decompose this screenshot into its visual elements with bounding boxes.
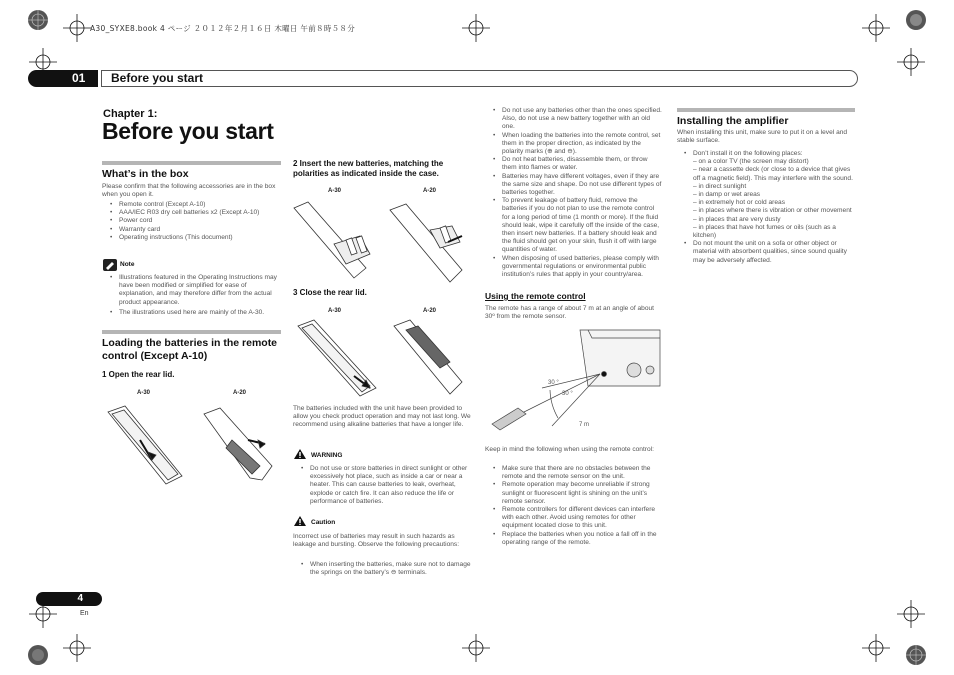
distance-label: 7 m	[579, 422, 590, 428]
list-item: • Remote control (Except A-10)	[110, 201, 282, 209]
warning-label: WARNING	[311, 452, 343, 459]
loading-heading: Loading the batteries in the remote control (Except A-10)	[102, 337, 278, 362]
angle-label: 30 °	[562, 391, 573, 397]
crosshair-mark	[63, 634, 91, 662]
model-label-a20: A-20	[233, 390, 247, 396]
list-item: • Do not heat batteries, disassemble them, or throw them into flames or water.	[493, 156, 663, 172]
crosshair-mark	[897, 48, 925, 76]
sub-item: – on a color TV (the screen may distort)	[693, 158, 809, 166]
remote-heading: Using the remote control	[485, 291, 586, 301]
model-label-a30: A-30	[137, 390, 151, 396]
list-item: • AAA/IEC R03 dry cell batteries x2 (Except A-10)	[110, 209, 282, 217]
model-label-a30: A-30	[328, 308, 342, 314]
list-item: • When disposing of used batteries, please comply with governmental regulations or environmental public institution’s rules that apply in your country/area.	[493, 255, 663, 280]
remote-range-diagram	[484, 326, 664, 436]
caution-label: Caution	[311, 519, 336, 526]
list-item: • Do not use any batteries other than the ones specified. Also, do not use a new battery together with an old one.	[493, 107, 663, 132]
insert-batteries-illustration	[290, 196, 480, 288]
list-item-text: Don’t install it on the following places:	[693, 150, 803, 157]
list-item: • When loading the batteries into the remote control, set them in the proper direction, as indicated by the polarity marks (⊕ and ⊖).	[493, 132, 663, 157]
section-rule	[102, 330, 281, 334]
section-rule	[677, 108, 855, 112]
model-label-a20: A-20	[423, 188, 437, 194]
list-item: • Illustrations featured in the Operating Instructions may have been modified or simplified for ease of explanation, and may therefore differ from the actual product appearance.	[110, 274, 282, 307]
list-item: • Do not mount the unit on a sofa or other object or material with absorbent qualities, since sound quality may be adversely affected.	[684, 240, 856, 265]
remote-tips-list	[493, 465, 663, 547]
sub-item: – in places that are very dusty	[693, 215, 781, 223]
list-item: • Do not use or store batteries in direct sunlight or other excessively hot place, such as inside a car or near a heater. This can cause batteries to leak, overheat, explode or catch fire. It can also reduce the life or performance of batteries.	[301, 465, 473, 506]
corner-target-mark	[28, 645, 48, 665]
close-lid-illustration	[290, 316, 480, 400]
section-number: 01	[28, 70, 98, 87]
corner-target-mark	[906, 10, 926, 30]
whats-in-box-intro: Please confirm that the following accessories are in the box when you open it.	[102, 183, 276, 199]
list-item: • Remote controllers for different devices can interfere with each other. Avoid using remotes for other equipment located close to this unit.	[493, 506, 663, 531]
step-3: 3 Close the rear lid.	[293, 288, 367, 297]
list-item: • Batteries may have different voltages, even if they are the same size and shape. Do not use different types of batteries together.	[493, 173, 663, 198]
precautions-list	[493, 107, 663, 279]
section-title: Before you start	[101, 70, 858, 87]
list-item: • Replace the batteries when you notice a fall off in the operating range of the remote.	[493, 531, 663, 547]
whats-in-box-heading: What’s in the box	[102, 168, 189, 180]
step-1: 1 Open the rear lid.	[102, 370, 175, 379]
keep-in-mind-text: Keep in mind the following when using the remote control:	[485, 446, 654, 453]
sub-item: – in places that have hot fumes or oils (such as a kitchen)	[693, 223, 836, 240]
installing-heading: Installing the amplifier	[677, 115, 789, 127]
list-item: • When inserting the batteries, make sure not to damage the springs on the battery’s ⊖ terminals.	[301, 561, 473, 577]
language-label: En	[80, 610, 89, 617]
crosshair-mark	[63, 14, 91, 42]
list-item: • Power cord	[110, 217, 282, 225]
step-2: 2 Insert the new batteries, matching the polarities as indicated inside the case.	[293, 159, 444, 178]
crosshair-mark	[862, 14, 890, 42]
accessories-list	[110, 201, 282, 242]
model-label-a20: A-20	[423, 308, 437, 314]
caution-text: Incorrect use of batteries may result in such hazards as leakage and bursting. Observe the following precautions:	[293, 533, 460, 549]
list-item: • To prevent leakage of battery fluid, remove the batteries if you do not plan to use the remote control for a long period of time (1 month or more). If the fluid should leak, wipe it carefully off the inside of the case, then insert new batteries. If a battery should leak and the fluid should get on your skin, flush it off with large quantities of water.	[493, 197, 663, 254]
crosshair-mark	[462, 634, 490, 662]
list-item: • Remote operation may become unreliable if strong sunlight or fluorescent light is shining on the unit’s remote sensor.	[493, 481, 663, 506]
crosshair-mark	[897, 600, 925, 628]
list-item: • Operating instructions (This document)	[110, 234, 282, 242]
open-lid-illustration	[100, 400, 290, 490]
sub-item: – near a cassette deck (or close to a device that gives off a magnetic field). This may interfere with the sound.	[693, 166, 853, 182]
sub-item: – in extremely hot or cold areas	[693, 199, 785, 207]
corner-target-mark	[906, 645, 926, 665]
chapter-label: Chapter 1:	[103, 108, 158, 120]
page-number: 4	[36, 592, 102, 606]
warning-list	[301, 465, 473, 506]
crosshair-mark	[862, 634, 890, 662]
section-rule	[102, 161, 281, 165]
file-header: A30_SYXE8.book 4 ページ ２０１２年２月１６日 木曜日 午前８時５８分	[90, 24, 356, 33]
list-item: • Make sure that there are no obstacles between the remote and the remote sensor on the unit.	[493, 465, 663, 481]
sub-item: – in direct sunlight	[693, 182, 747, 190]
note-icon	[102, 258, 118, 272]
remote-range-text: The remote has a range of about 7 m at an angle of about 30º from the remote sensor.	[485, 305, 654, 321]
caution-icon	[293, 515, 307, 527]
installing-list	[684, 150, 856, 265]
note-list	[110, 274, 282, 317]
list-item	[684, 150, 856, 240]
angle-label: 30 °	[548, 380, 559, 386]
warning-icon	[293, 448, 307, 460]
list-item: • The illustrations used here are mainly of the A-30.	[110, 309, 282, 317]
sub-item: – in damp or wet areas	[693, 191, 761, 199]
corner-target-mark	[28, 10, 48, 30]
crosshair-mark	[462, 14, 490, 42]
model-label-a30: A-30	[328, 188, 342, 194]
installing-intro: When installing this unit, make sure to put it on a level and stable surface.	[677, 129, 848, 145]
caution-list	[301, 561, 473, 577]
sub-item: – in places where there is vibration or other movement	[693, 207, 852, 215]
list-item: • Warranty card	[110, 226, 282, 234]
batteries-note: The batteries included with the unit have been provided to allow you check product operation and may not last long. We recommend using alkaline batteries that have a longer life.	[293, 405, 471, 429]
page-title: Before you start	[102, 118, 274, 144]
note-label: Note	[120, 261, 135, 268]
